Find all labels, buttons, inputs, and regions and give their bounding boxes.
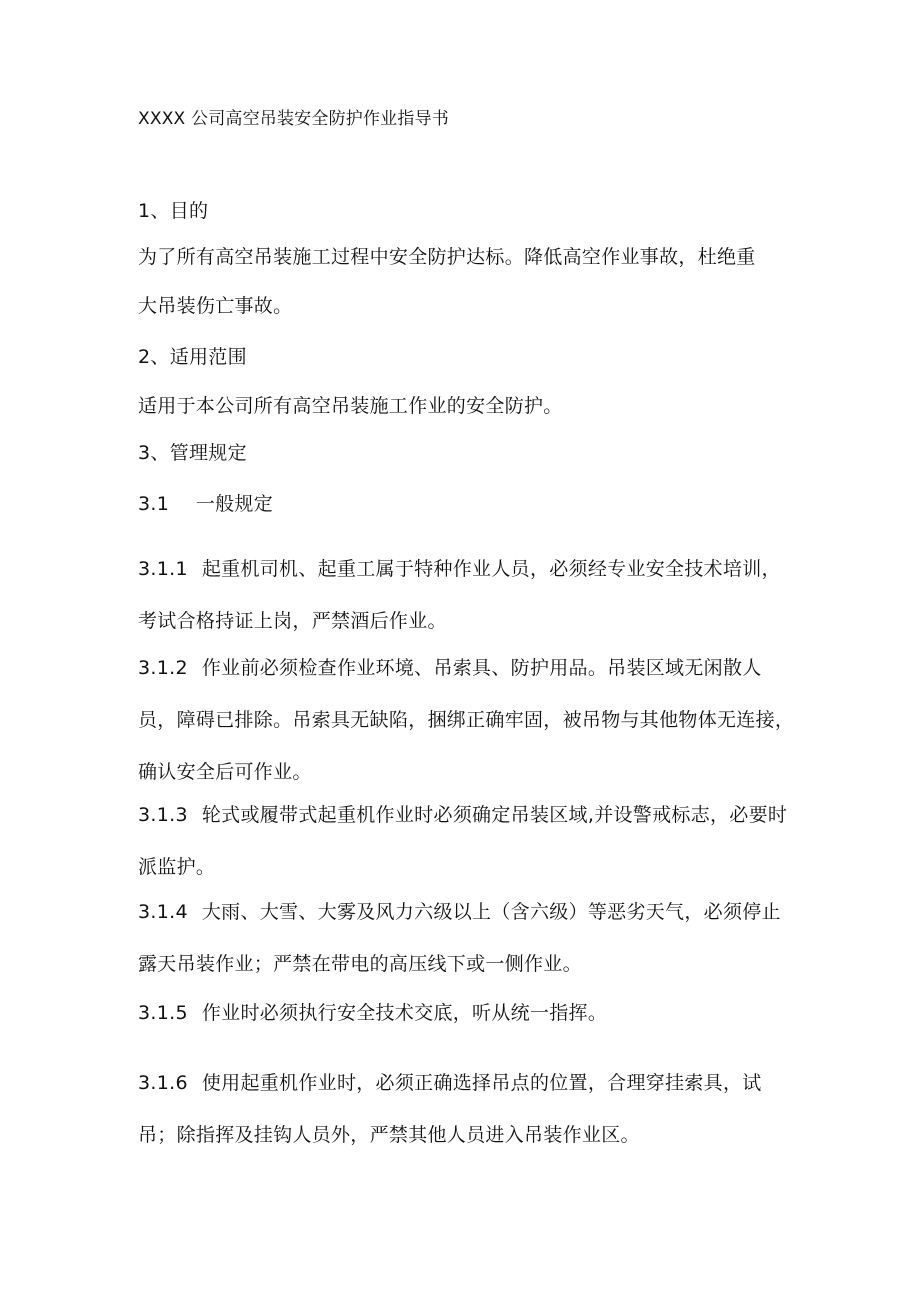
clause-text: 大雨、大雪、大雾及风力六级以上（含六级）等恶劣天气，必须停止露天吊装作业；严禁在带电的高压线下或一侧作业。: [138, 901, 781, 975]
clause-3-1-6: [138, 1057, 798, 1161]
clause-number: 3.1.2: [138, 657, 188, 679]
clause-number: 3.1.3: [138, 804, 188, 826]
scope-heading: 2、适用范围: [138, 346, 247, 368]
general-rules-number: 3.1: [138, 493, 170, 515]
clause-3-1-2: [138, 642, 798, 798]
clause-number: 3.1.1: [138, 558, 188, 580]
clause-3-1-3: [138, 789, 798, 893]
purpose-heading: 1、目的: [138, 200, 209, 222]
clause-text: 作业前必须检查作业环境、吊索具、防护用品。吊装区域无闲散人员，障碍已排除。吊索具无缺陷，捆绑正确牢固，被吊物与其他物体无连接，确认安全后可作业。: [138, 657, 795, 783]
clause-number: 3.1.6: [138, 1072, 188, 1094]
clause-text: 起重机司机、起重工属于特种作业人员，必须经专业安全技术培训，考试合格持证上岗，严禁酒后作业。: [138, 558, 781, 632]
clause-number: 3.1.4: [138, 901, 188, 923]
general-rules-title: 一般规定: [195, 493, 274, 515]
clause-3-1-4: [138, 886, 798, 990]
clause-text: 作业时必须执行安全技术交底，听从统一指挥。: [201, 1002, 608, 1024]
rules-heading: 3、管理规定: [138, 442, 247, 464]
document-title: XXXX 公司高空吊装安全防护作业指导书: [138, 109, 449, 129]
scope-text: 适用于本公司所有高空吊装施工作业的安全防护。: [138, 395, 563, 417]
general-rules-heading: [138, 492, 273, 516]
clause-3-1-5: [138, 987, 798, 1039]
purpose-text-line-1: 为了所有高空吊装施工过程中安全防护达标。降低高空作业事故，杜绝重: [138, 246, 756, 268]
clause-text: 使用起重机作业时，必须正确选择吊点的位置，合理穿挂索具，试吊；除指挥及挂钩人员外，严禁其他人员进入吊装作业区。: [138, 1072, 762, 1146]
clause-number: 3.1.5: [138, 1002, 188, 1024]
clause-text: 轮式或履带式起重机作业时必须确定吊装区域,并设警戒标志，必要时派监护。: [138, 804, 788, 878]
clause-3-1-1: [138, 543, 798, 647]
purpose-text-line-2: 大吊装伤亡事故。: [138, 295, 293, 317]
